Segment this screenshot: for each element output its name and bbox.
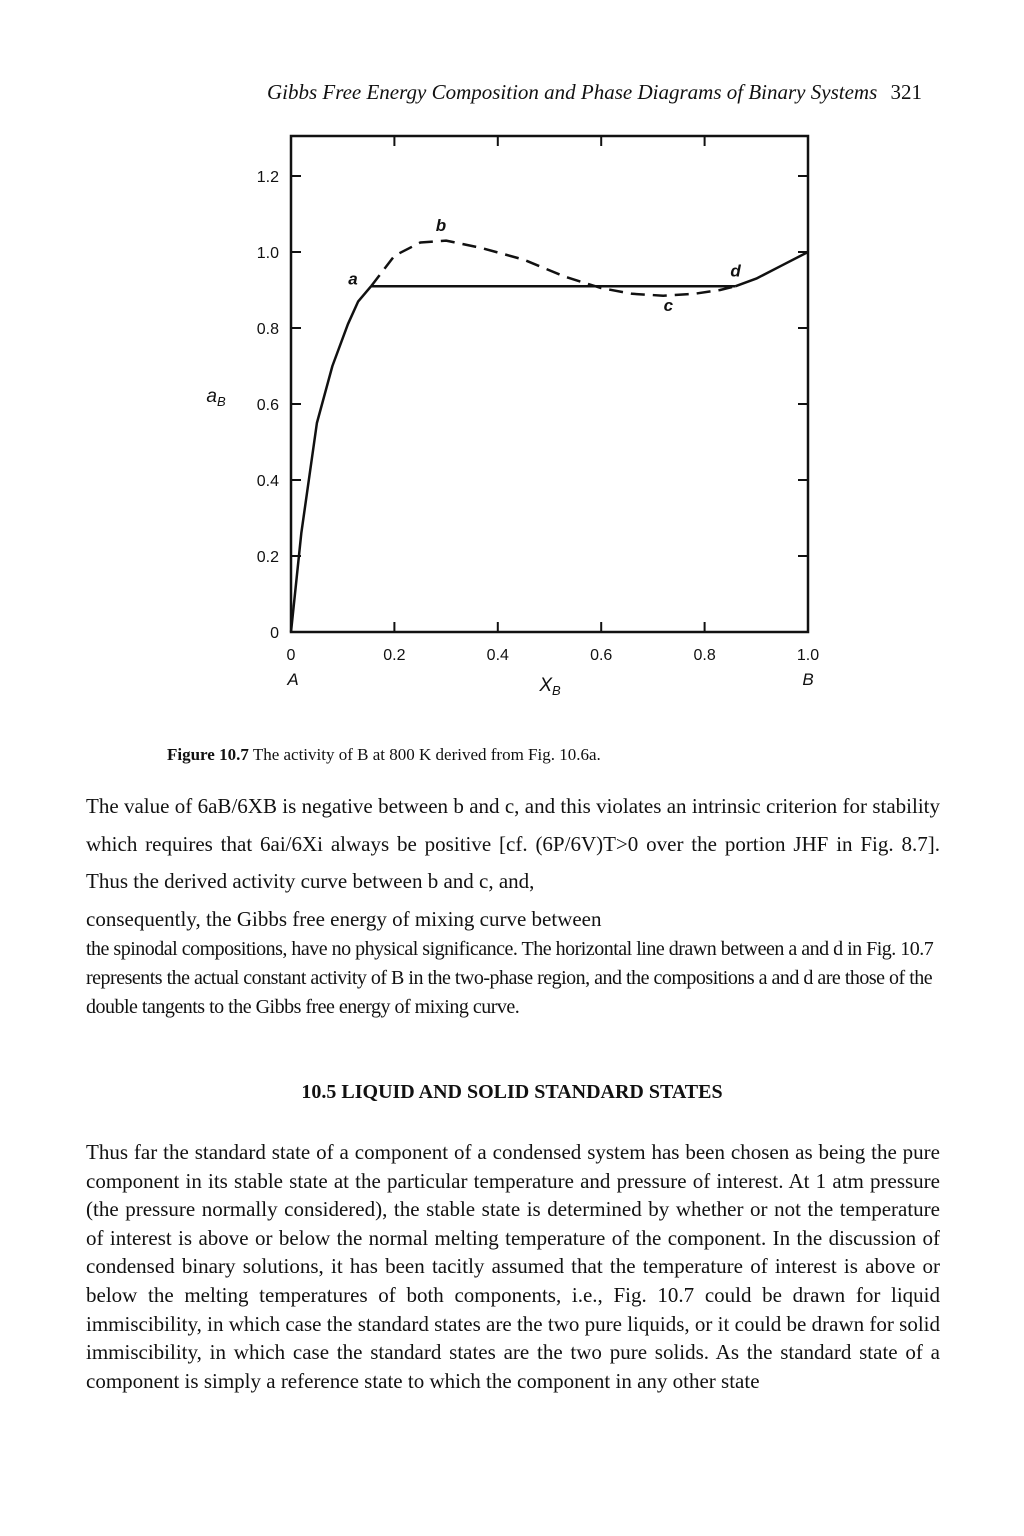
page-number: 321	[890, 80, 922, 104]
x-tick-label: 0.6	[590, 647, 613, 664]
solid-curve	[736, 252, 808, 286]
point-label-a: a	[348, 269, 358, 289]
x-end-label-left: A	[287, 670, 299, 689]
y-tick-label: 0.2	[256, 549, 279, 566]
x-tick-label: 0	[286, 647, 296, 664]
paragraph-3: Thus far the standard state of a component of a condensed system has been chosen as being the pure component in its stable state at the particular temperature and pressure of interest. At 1 atm pressure (the pressure normally considered), the stable state is determined by whether or not the temperature of interest is above or below the normal melting temperature of the component. In the discussion of condensed binary solutions, it has been tacitly assumed that the temperature of interest is above or below the melting temperatures of both components, i.e., Fig. 10.7 could be drawn for liquid immiscibility, in which case the standard states are the two pure liquids, or it could be drawn for solid immiscibility, in which case the standard states are the two pure solids. As the standard state of a component is simply a reference state to which the component in any other state	[86, 1140, 940, 1393]
y-tick-label: 1.0	[256, 245, 279, 262]
point-label-d: d	[730, 261, 741, 281]
x-tick-label: 0.8	[693, 647, 716, 664]
x-tick-label: 0.4	[486, 647, 509, 664]
running-head-title: Gibbs Free Energy Composition and Phase Diagrams of Binary Systems	[266, 80, 878, 104]
p1-line-2: for stability which requires that 6ai/6Xi always be positive [cf. (6P/6V)T>0 over the	[86, 794, 941, 856]
point-label-c: c	[663, 295, 674, 315]
x-axis-label: $X_B$	[539, 675, 561, 698]
p1-line-3: portion JHF in Fig. 8.7]. Thus the derived activity curve between b and c, and,	[86, 831, 940, 893]
x-tick-label: 1.0	[796, 647, 820, 664]
y-tick-label: 0.8	[256, 321, 279, 338]
section-heading: 10.5 LIQUID AND SOLID STANDARD STATES	[301, 1081, 723, 1103]
x-end-label-right: B	[802, 670, 814, 689]
y-tick-label: 0	[270, 625, 279, 642]
y-tick-label: 0.4	[256, 473, 279, 490]
plot-frame	[291, 136, 808, 632]
figure-caption-label: Figure 10.7	[167, 745, 249, 764]
y-tick-label: 0.6	[256, 397, 279, 414]
p1-line-4: consequently, the Gibbs free energy of mixing curve between	[86, 906, 602, 931]
y-axis-label: $a_B$	[206, 386, 226, 409]
activity-chart	[0, 0, 1024, 740]
point-label-b: b	[435, 216, 447, 236]
figure-caption	[167, 745, 601, 765]
solid-curve	[291, 286, 371, 632]
y-tick-label: 1.2	[256, 169, 279, 186]
paragraph-1	[86, 788, 940, 938]
paragraph-2: the spinodal compositions, have no physical significance. The horizontal line drawn between a and d in Fig. 10.7 represents the actual constant activity of B in the two-phase region, and the compositions a and d are those of the double tangents to the Gibbs free energy of mixing curve.	[86, 938, 934, 1018]
p1-line-1: The value of 6aB/6XB is negative between b and c, and this violates an intrinsic criterion	[86, 794, 838, 818]
x-tick-label: 0.2	[383, 647, 406, 664]
figure-caption-text: The activity of B at 800 K derived from Fig. 10.6a.	[252, 745, 601, 764]
